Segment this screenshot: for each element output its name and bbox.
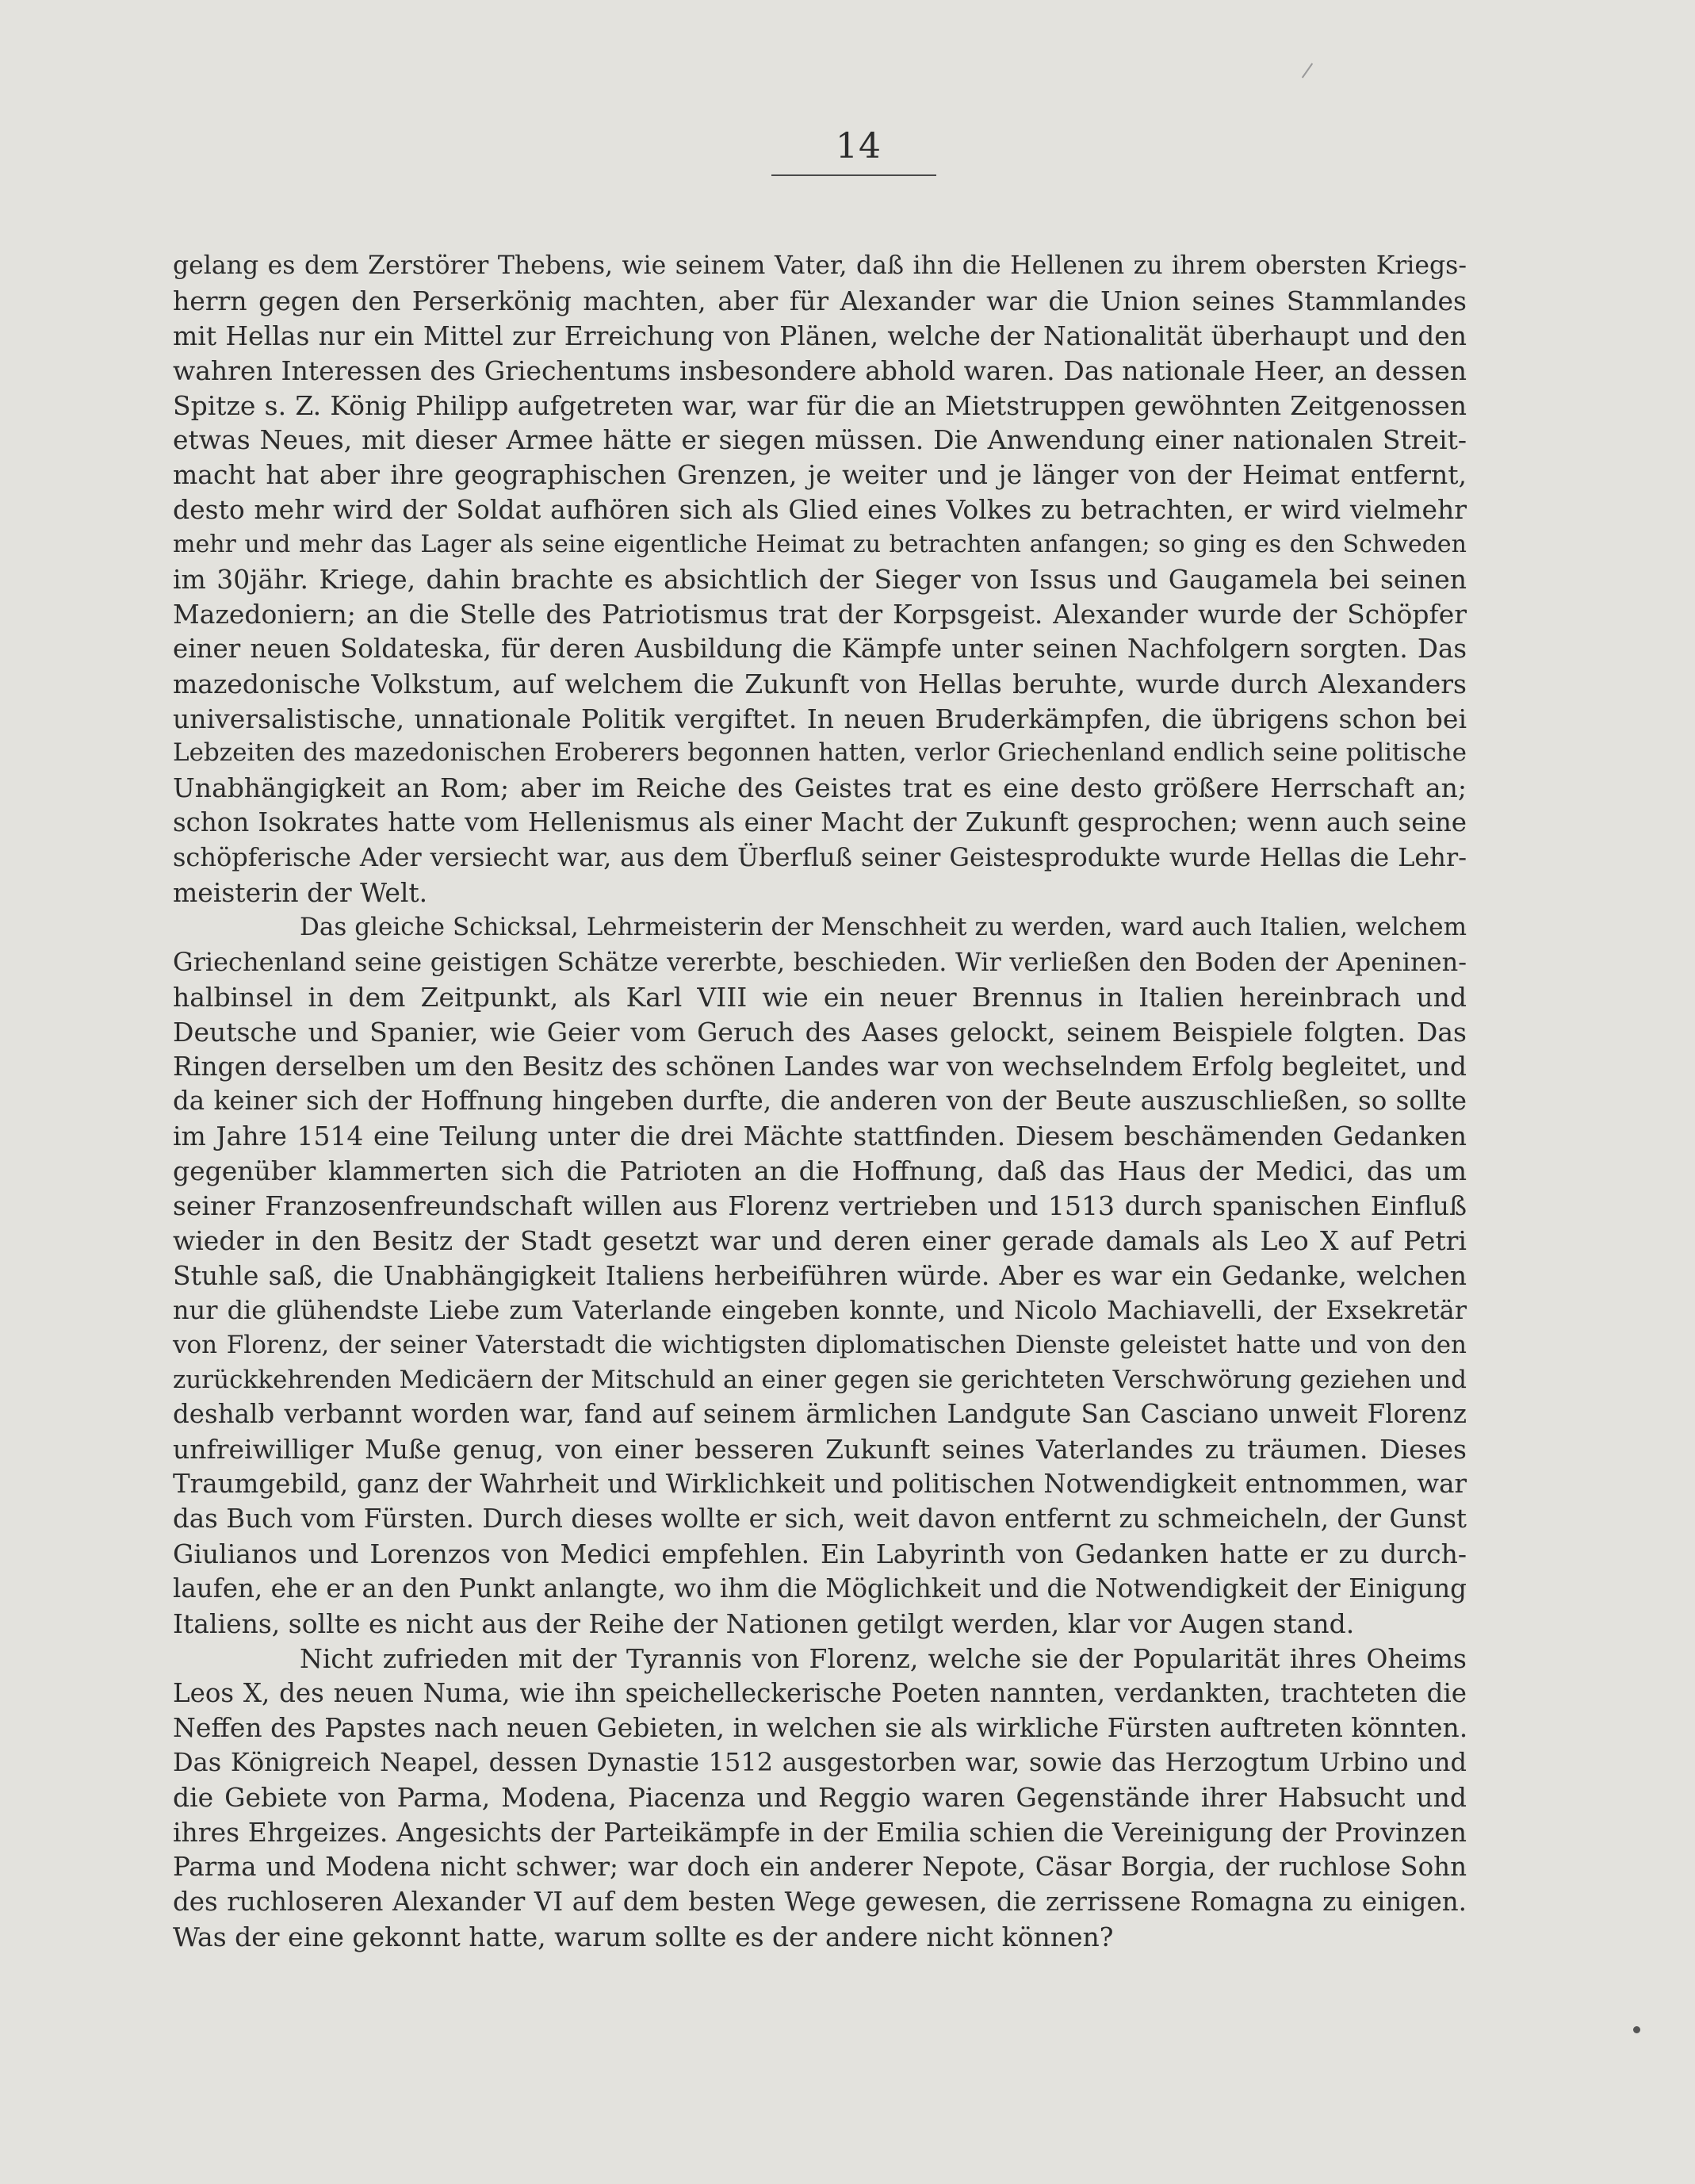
- text-line: Mazedoniern; an die Stelle des Patriotismus trat der Korpsgeist. Alexander wurde der Schöpfer: [173, 598, 1467, 630]
- text-line: Was der eine gekonnt hatte, warum sollte es der andere nicht können?: [173, 1921, 1114, 1952]
- text-line: Lebzeiten des mazedonischen Eroberers begonnen hatten, verlor Griechenland endlich seine politische: [173, 738, 1467, 768]
- text-line: macht hat aber ihre geographischen Grenzen, je weiter und je länger von der Heimat entfernt,: [173, 459, 1467, 491]
- text-line: laufen, ehe er an den Punkt anlangte, wo ihm die Möglichkeit und die Notwendigkeit der Einigung: [173, 1573, 1467, 1604]
- text-line: mazedonische Volkstum, auf welchem die Zukunft von Hellas beruhte, wurde durch Alexanders: [173, 668, 1467, 699]
- text-line: halbinsel in dem Zeitpunkt, als Karl VIII wie ein neuer Brennus in Italien hereinbrach und: [173, 981, 1467, 1013]
- text-line: mehr und mehr das Lager als seine eigentliche Heimat zu betrachten anfangen; so ging es den Schweden: [173, 531, 1467, 559]
- text-line: Das Königreich Neapel, dessen Dynastie 1512 ausgestorben war, sowie das Herzogtum Urbino und: [173, 1747, 1467, 1778]
- text-line: Giulianos und Lorenzos von Medici empfehlen. Ein Labyrinth von Gedanken hatte er zu durch-: [173, 1538, 1467, 1569]
- text-line: Deutsche und Spanier, wie Geier vom Geruch des Aases gelockt, seinem Beispiele folgten. Das: [173, 1016, 1467, 1048]
- text-line: gegenüber klammerten sich die Patrioten an die Hoffnung, daß das Haus der Medici, das um: [173, 1155, 1467, 1187]
- text-line: Stuhle saß, die Unabhängigkeit Italiens herbeiführen würde. Aber es war ein Gedanke, welchen: [173, 1259, 1467, 1291]
- text-line: wieder in den Besitz der Stadt gesetzt war und deren einer gerade damals als Leo X auf Petri: [173, 1224, 1467, 1256]
- text-line: Italiens, sollte es nicht aus der Reihe der Nationen getilgt werden, klar vor Augen stand.: [173, 1607, 1355, 1639]
- text-line: meisterin der Welt.: [173, 877, 428, 909]
- page-number: 14: [836, 126, 882, 167]
- text-line: etwas Neues, mit dieser Armee hätte er siegen müssen. Die Anwendung einer nationalen Streit-: [173, 424, 1467, 456]
- text-line: ihres Ehrgeizes. Angesichts der Parteikämpfe in der Emilia schien die Vereinigung der Provinzen: [173, 1817, 1467, 1849]
- text-line: Parma und Modena nicht schwer; war doch ein anderer Nepote, Cäsar Borgia, der ruchlose Sohn: [173, 1851, 1467, 1882]
- text-line: seiner Franzosenfreundschaft willen aus Florenz vertrieben und 1513 durch spanischen Einfluß: [173, 1190, 1467, 1222]
- text-line: Unabhängigkeit an Rom; aber im Reiche des Geistes trat es eine desto größere Herrschaft an;: [173, 772, 1467, 804]
- text-line: das Buch vom Fürsten. Durch dieses wollte er sich, weit davon entfernt zu schmeicheln, der Gunst: [173, 1504, 1467, 1535]
- text-line: da keiner sich der Hoffnung hingeben durfte, die anderen von der Beute auszuschließen, so sollte: [173, 1086, 1467, 1117]
- text-line: Griechenland seine geistigen Schätze vererbte, beschieden. Wir verließen den Boden der Apeninen-: [173, 946, 1467, 977]
- text-line: nur die glühendste Liebe zum Vaterlande eingeben konnte, und Nicolo Machiavelli, der Exsekretär: [173, 1294, 1467, 1325]
- text-line: mit Hellas nur ein Mittel zur Erreichung von Plänen, welche der Nationalität überhaupt und den: [173, 320, 1467, 351]
- text-line: desto mehr wird der Soldat aufhören sich als Glied eines Volkes zu betrachten, er wird vielmehr: [173, 494, 1467, 526]
- header-rule: [771, 174, 936, 176]
- body-text: [173, 249, 1467, 1955]
- text-line: die Gebiete von Parma, Modena, Piacenza und Reggio waren Gegenstände ihrer Habsucht und: [173, 1782, 1467, 1814]
- text-line: deshalb verbannt worden war, fand auf seinem ärmlichen Landgute San Casciano unweit Florenz: [173, 1399, 1467, 1430]
- text-line: Ringen derselben um den Besitz des schönen Landes war von wechselndem Erfolg begleitet, und: [173, 1051, 1467, 1082]
- ink-dot: [1633, 2026, 1640, 2033]
- text-line: wahren Interessen des Griechentums insbesondere abhold waren. Das nationale Heer, an dessen: [173, 354, 1467, 386]
- text-line: im 30jähr. Kriege, dahin brachte es absichtlich der Sieger von Issus und Gaugamela bei seinen: [173, 564, 1467, 596]
- text-line: schon Isokrates hatte vom Hellenismus als einer Macht der Zukunft gesprochen; wenn auch seine: [173, 807, 1467, 838]
- text-line: von Florenz, der seiner Vaterstadt die wichtigsten diplomatischen Dienste geleistet hatte und von den: [173, 1330, 1467, 1359]
- paragraph-first-line: Nicht zufrieden mit der Tyrannis von Florenz, welche sie der Popularität ihres Oheims: [300, 1642, 1467, 1674]
- text-line: Neffen des Papstes nach neuen Gebieten, in welchen sie als wirkliche Fürsten auftreten könnten.: [173, 1712, 1468, 1744]
- text-line: zurückkehrenden Medicäern der Mitschuld an einer gegen sie gerichteten Verschwörung geziehen und: [173, 1365, 1467, 1394]
- text-line: schöpferische Ader versiecht war, aus dem Überfluß seiner Geistesprodukte wurde Hellas die Lehr-: [173, 842, 1467, 873]
- text-line: unfreiwilliger Muße genug, von einer besseren Zukunft seines Vaterlandes zu träumen. Dieses: [173, 1434, 1467, 1466]
- paragraph-first-line: Das gleiche Schicksal, Lehrmeisterin der Menschheit zu werden, ward auch Italien, welchem: [300, 912, 1467, 941]
- text-line: im Jahre 1514 eine Teilung unter die drei Mächte stattfinden. Diesem beschämenden Gedanken: [173, 1121, 1467, 1152]
- text-line: herrn gegen den Perserkönig machten, aber für Alexander war die Union seines Stammlandes: [173, 285, 1467, 316]
- text-line: Spitze s. Z. König Philipp aufgetreten war, war für die an Mietstruppen gewöhnten Zeitgenossen: [173, 389, 1467, 421]
- text-line: Traumgebild, ganz der Wahrheit und Wirklichkeit und politischen Notwendigkeit entnommen, war: [173, 1469, 1467, 1500]
- text-line: Leos X, des neuen Numa, wie ihn speichelleckerische Poeten nannten, verdankten, trachteten die: [173, 1677, 1467, 1708]
- text-line: universalistische, unnationale Politik vergiftet. In neuen Bruderkämpfen, die übrigens schon bei: [173, 703, 1467, 734]
- pencil-mark: [1302, 63, 1313, 78]
- text-line: des ruchloseren Alexander VI auf dem besten Wege gewesen, die zerrissene Romagna zu einigen.: [173, 1886, 1467, 1917]
- text-line: einer neuen Soldateska, für deren Ausbildung die Kämpfe unter seinen Nachfolgern sorgten. Das: [173, 633, 1467, 664]
- text-line: gelang es dem Zerstörer Thebens, wie seinem Vater, daß ihn die Hellenen zu ihrem obersten Kriegs-: [173, 251, 1467, 280]
